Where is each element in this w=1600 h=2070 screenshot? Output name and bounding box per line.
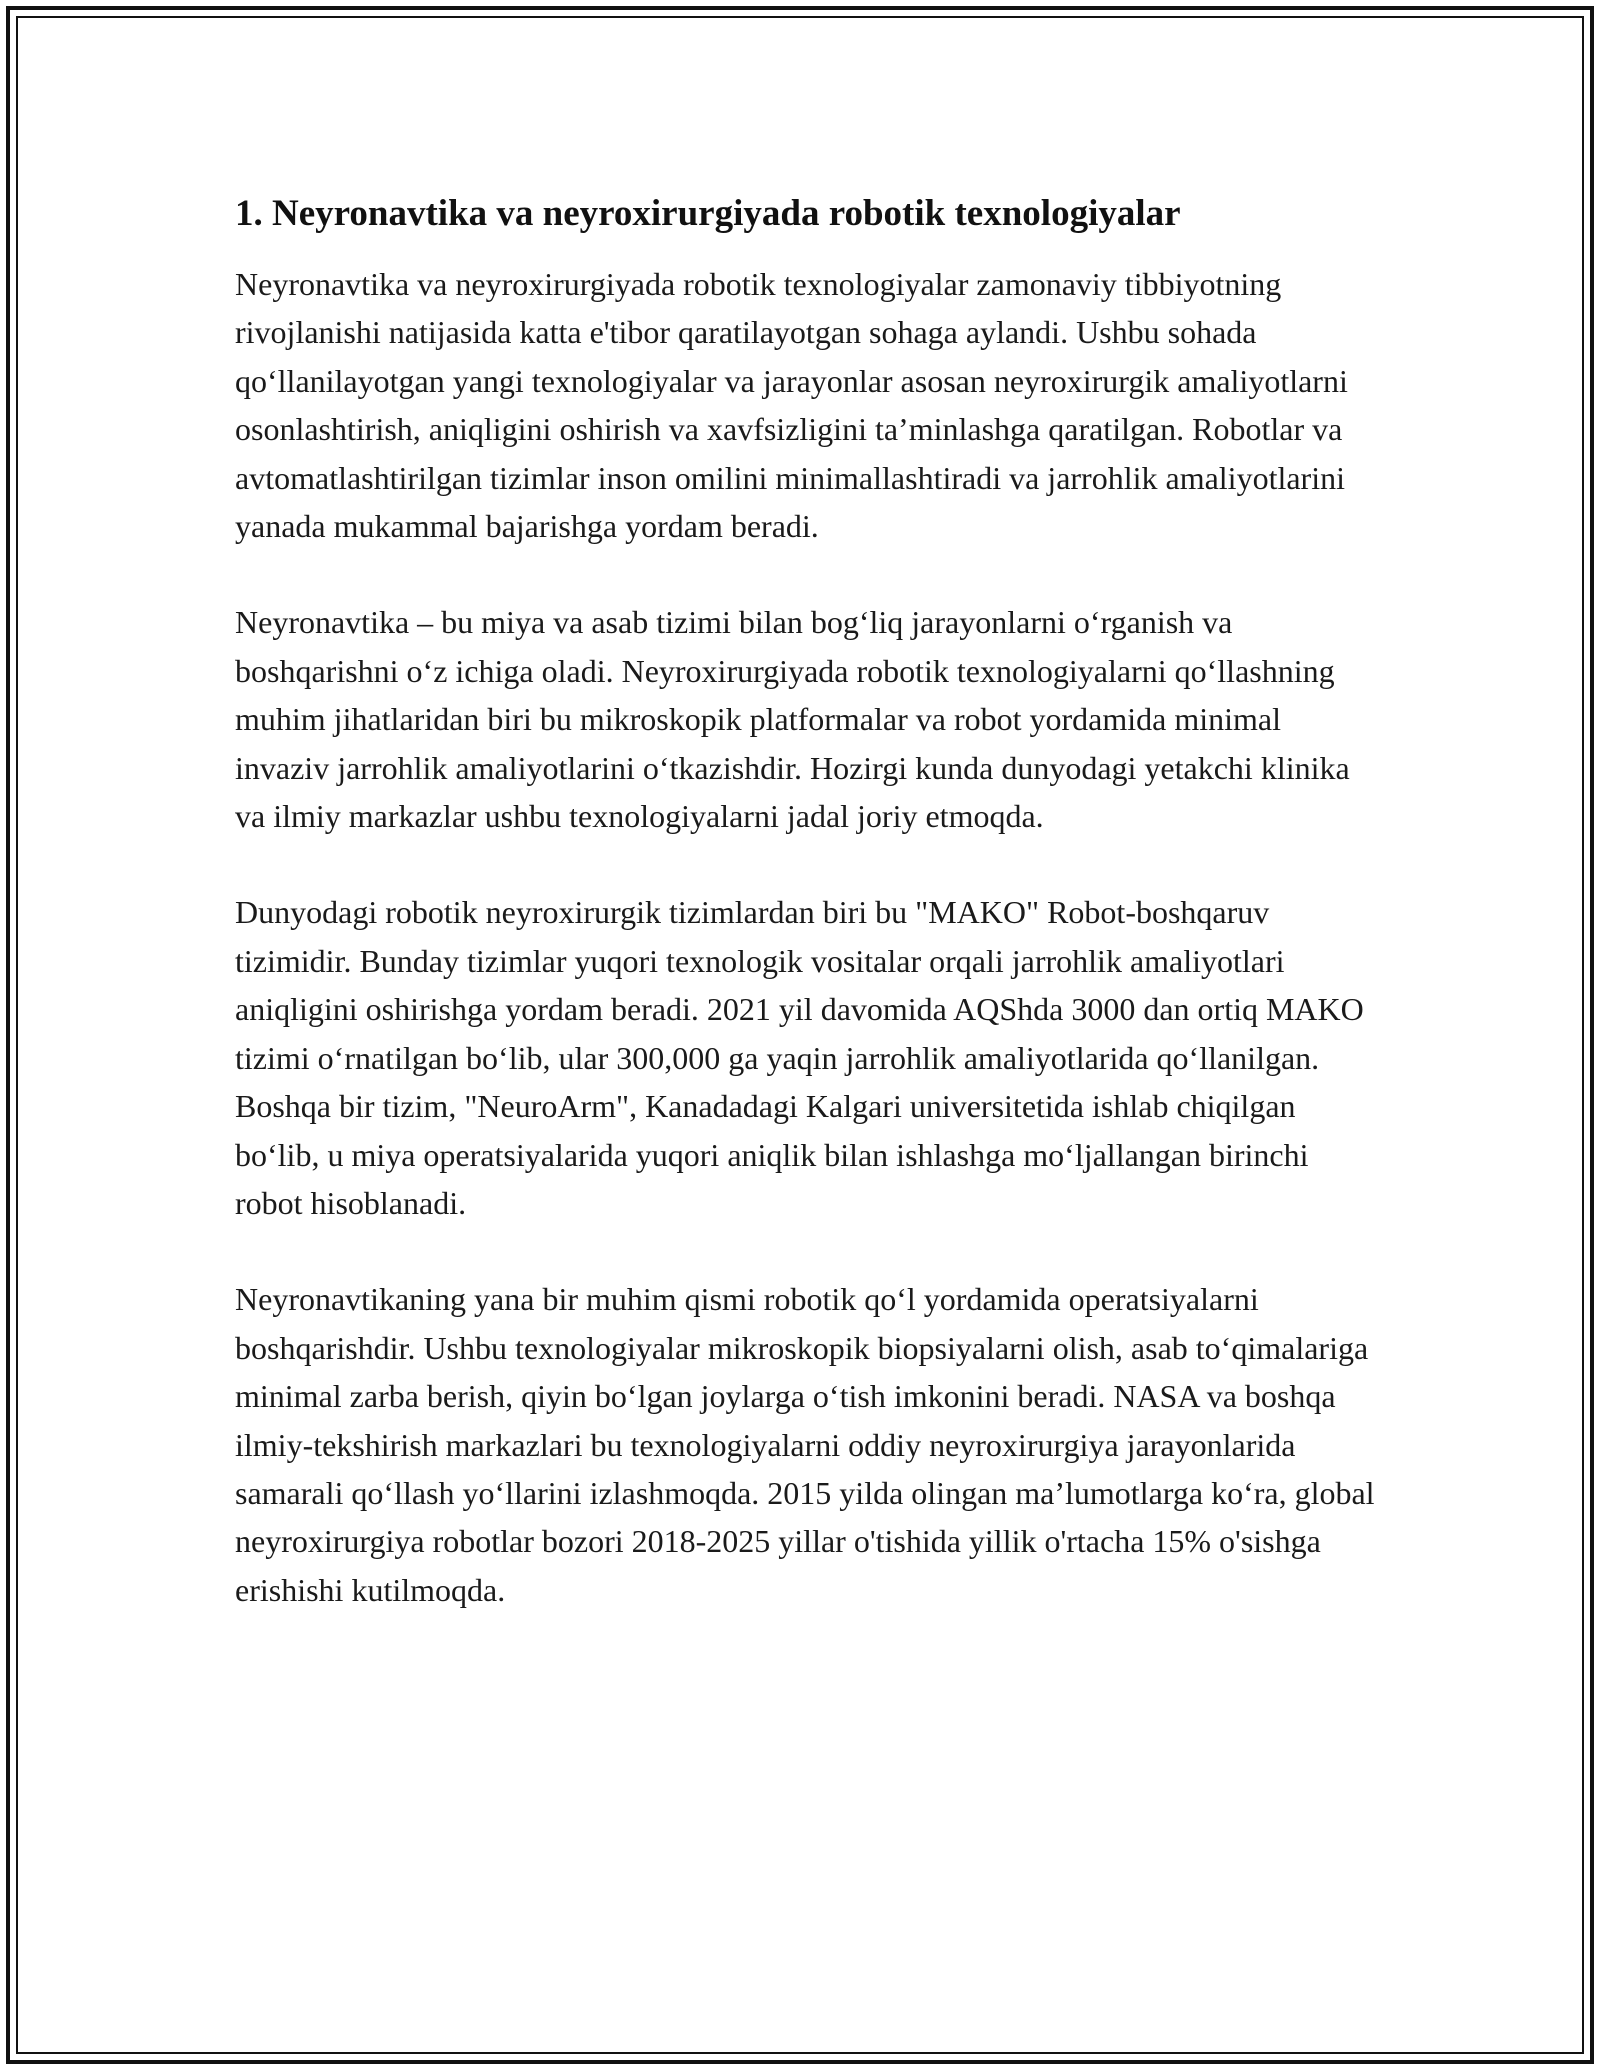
paragraph-3: Dunyodagi robotik neyroxirurgik tizimlardan biri bu "MAKO" Robot-boshqaruv tizimidir. Bunday tizimlar yuqori texnologik vositalar orqali jarrohlik amaliyotlari aniqligini oshirishga yordam beradi. 2021 yil davomida AQShda 3000 dan ortiq MAKO tizimi o‘rnatilgan bo‘lib, ular 300,000 ga yaqin jarrohlik amaliyotlarida qo‘llanilgan. Boshqa bir tizim, "NeuroArm", Kanadadagi Kalgari universitetida ishlab chiqilgan bo‘lib, u miya operatsiyalarida yuqori aniqlik bilan ishlashga mo‘ljallangan birinchi robot hisoblanadi. <box>235 894 1364 1221</box>
paragraph-2: Neyronavtika – bu miya va asab tizimi bilan bog‘liq jarayonlarni o‘rganish va boshqarishni o‘z ichiga oladi. Neyroxirurgiyada robotik texnologiyalarni qo‘llashning muhim jihatlaridan biri bu mikroskopik platformalar va robot yordamida minimal invaziv jarrohlik amaliyotlarini o‘tkazishdir. Hozirgi kunda dunyodagi yetakchi klinika va ilmiy markazlar ushbu texnologiyalarni jadal joriy etmoqda. <box>235 604 1350 835</box>
document-body <box>235 186 1375 1662</box>
section-heading: 1. Neyronavtika va neyroxirurgiyada robotik texnologiyalar <box>235 193 1181 234</box>
paragraph-4: Neyronavtikaning yana bir muhim qismi robotik qo‘l yordamida operatsiyalarni boshqarishdir. Ushbu texnologiyalar mikroskopik biopsiyalarni olish, asab to‘qimalariga minimal zarba berish, qiyin bo‘lgan joylarga o‘tish imkonini beradi. NASA va boshqa ilmiy-tekshirish markazlari bu texnologiyalarni oddiy neyroxirurgiya jarayonlarida samarali qo‘llash yo‘llarini izlashmoqda. 2015 yilda olingan ma’lumotlarga ko‘ra, global neyroxirurgiya robotlar bozori 2018-2025 yillar o'tishida yillik o'rtacha 15% o'sishga erishishi kutilmoqda. <box>235 1281 1375 1608</box>
paragraph-1: Neyronavtika va neyroxirurgiyada robotik texnologiyalar zamonaviy tibbiyotning rivojlanishi natijasida katta e'tibor qaratilayotgan sohaga aylandi. Ushbu sohada qo‘llanilayotgan yangi texnologiyalar va jarayonlar asosan neyroxirurgik amaliyotlarni osonlashtirish, aniqligini oshirish va xavfsizligini ta’minlashga qaratilgan. Robotlar va avtomatlashtirilgan tizimlar inson omilini minimallashtiradi va jarrohlik amaliyotlarini yanada mukammal bajarishga yordam beradi. <box>235 266 1348 545</box>
